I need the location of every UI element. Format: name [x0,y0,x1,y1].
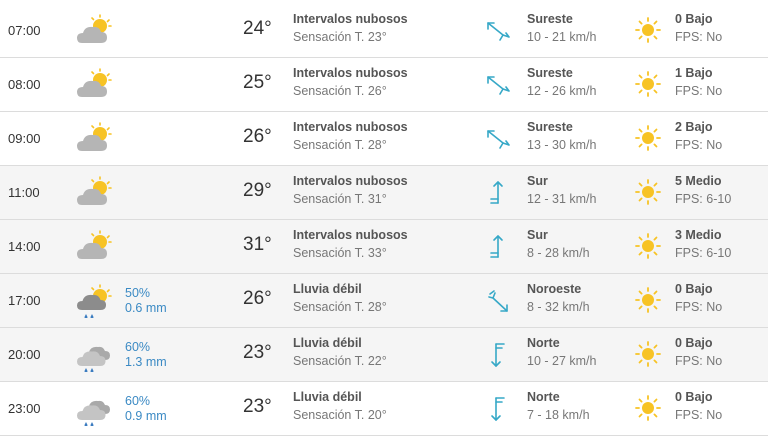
fps-recommendation: FPS: No [675,354,723,368]
sun-rain-icon [74,284,114,318]
sun-uv-icon [634,16,662,44]
wind-arrow-north-icon [483,392,513,426]
wind-direction: Sur [527,174,548,188]
wind-speed: 10 - 21 km/h [527,30,597,44]
wind-speed: 13 - 30 km/h [527,138,597,152]
wind-speed: 12 - 26 km/h [527,84,597,98]
uv-info [675,226,731,262]
condition-text: Intervalos nubosos [293,66,408,80]
precipitation-info [125,394,167,424]
temperature: 31° [243,234,272,255]
time-label: 14:00 [8,239,41,254]
condition-text: Lluvia débil [293,336,362,350]
uv-index: 2 Bajo [675,120,713,134]
feels-like-text: Sensación T. 28° [293,300,387,314]
partly-cloudy-icon [74,230,114,264]
wind-arrow-south-icon [483,176,513,210]
sun-uv-icon [634,124,662,152]
weather-description [293,280,387,316]
time-label: 08:00 [8,77,41,92]
wind-info [527,280,590,316]
wind-direction: Sureste [527,66,573,80]
precip-probability: 50% [125,286,151,300]
time-label: 09:00 [8,131,41,146]
condition-text: Intervalos nubosos [293,120,408,134]
precip-amount: 1.3 mm [125,355,167,369]
uv-info [675,334,722,370]
precip-amount: 0.6 mm [125,301,167,315]
time-label: 23:00 [8,401,41,416]
wind-arrow-southeast-icon [483,122,513,156]
uv-index: 0 Bajo [675,390,713,404]
uv-index: 0 Bajo [675,282,713,296]
uv-info [675,118,722,154]
wind-arrow-southeast-icon [483,14,513,48]
sun-uv-icon [634,70,662,98]
weather-description [293,172,408,208]
wind-direction: Norte [527,336,560,350]
fps-recommendation: FPS: No [675,300,723,314]
time-label: 07:00 [8,23,41,38]
feels-like-text: Sensación T. 33° [293,246,387,260]
table-row [0,220,768,274]
wind-arrow-south-icon [483,230,513,264]
wind-info [527,118,596,154]
uv-index: 3 Medio [675,228,722,242]
condition-text: Intervalos nubosos [293,228,408,242]
time-label: 11:00 [8,185,40,200]
wind-info [527,172,596,208]
weather-description [293,226,408,262]
partly-cloudy-icon [74,176,114,210]
precipitation-info [125,340,167,370]
wind-speed: 7 - 18 km/h [527,408,590,422]
feels-like-text: Sensación T. 28° [293,138,387,152]
sun-uv-icon [634,232,662,260]
uv-index: 0 Bajo [675,336,713,350]
wind-info [527,226,590,262]
partly-cloudy-icon [74,68,114,102]
wind-arrow-southeast-icon [483,68,513,102]
feels-like-text: Sensación T. 26° [293,84,387,98]
table-row [0,166,768,220]
fps-recommendation: FPS: No [675,84,723,98]
uv-info [675,388,722,424]
wind-info [527,64,596,100]
fps-recommendation: FPS: No [675,30,723,44]
temperature: 25° [243,72,272,93]
weather-description [293,334,387,370]
fps-recommendation: FPS: No [675,408,723,422]
weather-description [293,64,408,100]
condition-text: Intervalos nubosos [293,174,408,188]
temperature: 24° [243,18,272,39]
sun-uv-icon [634,394,662,422]
wind-direction: Sureste [527,120,573,134]
time-label: 17:00 [8,293,41,308]
uv-index: 1 Bajo [675,66,713,80]
wind-direction: Sur [527,228,548,242]
temperature: 29° [243,180,272,201]
partly-cloudy-icon [74,122,114,156]
temperature: 23° [243,396,272,417]
precip-probability: 60% [125,394,151,408]
uv-info [675,10,722,46]
feels-like-text: Sensación T. 20° [293,408,387,422]
table-row [0,328,768,382]
table-row [0,4,768,58]
wind-info [527,334,596,370]
temperature: 26° [243,126,272,147]
temperature: 26° [243,288,272,309]
fps-recommendation: FPS: 6-10 [675,192,732,206]
weather-description [293,10,408,46]
wind-direction: Sureste [527,12,573,26]
wind-speed: 12 - 31 km/h [527,192,597,206]
wind-info [527,388,590,424]
table-row [0,58,768,112]
wind-speed: 8 - 32 km/h [527,300,590,314]
condition-text: Lluvia débil [293,390,362,404]
temperature: 23° [243,342,272,363]
sun-uv-icon [634,340,662,368]
wind-direction: Noroeste [527,282,582,296]
wind-speed: 10 - 27 km/h [527,354,597,368]
precipitation-info [125,286,167,316]
uv-index: 0 Bajo [675,12,713,26]
uv-info [675,172,731,208]
uv-info [675,280,722,316]
feels-like-text: Sensación T. 22° [293,354,387,368]
table-row [0,274,768,328]
partly-cloudy-icon [74,14,114,48]
condition-text: Lluvia débil [293,282,362,296]
sun-uv-icon [634,178,662,206]
sun-uv-icon [634,286,662,314]
table-row [0,112,768,166]
condition-text: Intervalos nubosos [293,12,408,26]
uv-info [675,64,722,100]
precip-probability: 60% [125,340,151,354]
weather-description [293,388,387,424]
wind-info [527,10,596,46]
feels-like-text: Sensación T. 23° [293,30,387,44]
cloud-rain-icon [74,338,114,372]
weather-description [293,118,408,154]
table-row [0,382,768,436]
time-label: 20:00 [8,347,41,362]
fps-recommendation: FPS: No [675,138,723,152]
cloud-rain-icon [74,392,114,426]
wind-arrow-northwest-icon [483,284,513,318]
precip-amount: 0.9 mm [125,409,167,423]
uv-index: 5 Medio [675,174,722,188]
wind-direction: Norte [527,390,560,404]
feels-like-text: Sensación T. 31° [293,192,387,206]
wind-speed: 8 - 28 km/h [527,246,590,260]
fps-recommendation: FPS: 6-10 [675,246,732,260]
wind-arrow-north-icon [483,338,513,372]
